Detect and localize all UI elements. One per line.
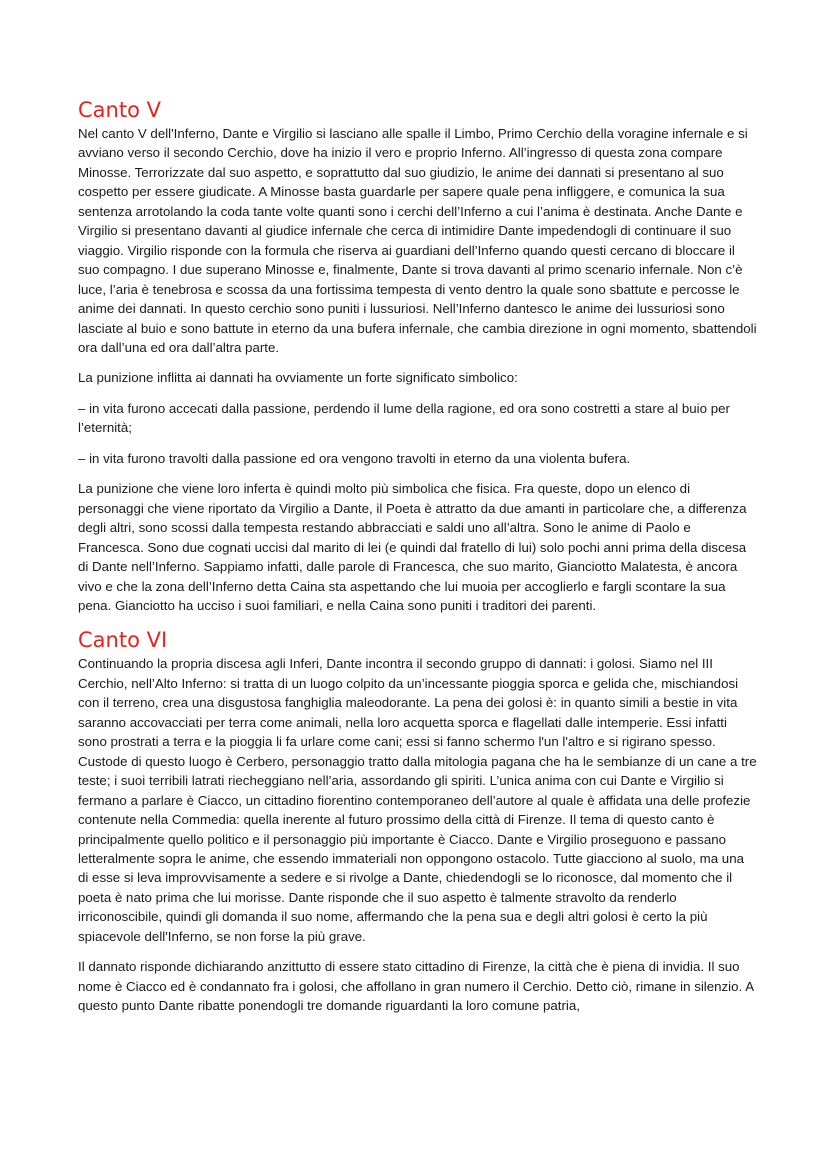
page-content	[78, 96, 758, 1027]
paragraph: La punizione inflitta ai dannati ha ovviamente un forte significato simbolico:	[78, 370, 518, 386]
section-heading-canto-vi: Canto VI	[78, 628, 168, 653]
paragraph: Nel canto V dell'Inferno, Dante e Virgilio si lasciano alle spalle il Limbo, Primo Cerchio della voragine infernale e si avviano verso il secondo Cerchio, dove ha inizio il vero e proprio Inferno. All’ingresso di questa zona compare Minosse. Terrorizzate dal suo aspetto, e soprattutto dal suo giudizio, le anime dei dannati si presentano al suo cospetto per essere giudicate. A Minosse basta guardarle per sapere quale pena infliggere, e comunica la sua sentenza arrotolando la coda tante volte quanti sono i cerchi dell’Inferno a cui l’anima è destinata. Anche Dante e Virgilio si presentano davanti al giudice infernale che cerca di intimidire Dante impedendogli di continuare il suo viaggio. Virgilio risponde con la formula che riserva ai guardiani dell’Inferno quando questi cercano di bloccare il suo compagno. I due superano Minosse e, finalmente, Dante si trova davanti al primo scenario infernale. Non c’è luce, l’aria è tenebrosa e scossa da una fortissima tempesta di vento dentro la quale sono sbattute e percosse le anime dei dannati. In questo cerchio sono puniti i lussuriosi. Nell’Inferno dantesco le anime dei lussuriosi sono lasciate al buio e sono battute in eterno da una bufera infernale, che cambia direzione in ogni momento, sbattendoli ora dall’una ed ora dall’altra parte.	[78, 126, 757, 355]
paragraph: Il dannato risponde dichiarando anzittutto di essere stato cittadino di Firenze, la città che è piena di invidia. Il suo nome è Ciacco ed è condannato fra i golosi, che affollano in gran numero il Cerchio. Detto ciò, rimane in silenzio. A questo punto Dante ribatte ponendogli tre domande riguardanti la loro comune patria,	[78, 959, 754, 1014]
list-item: – in vita furono accecati dalla passione, perdendo il lume della ragione, ed ora sono costretti a stare al buio per l’eternità;	[78, 400, 730, 436]
paragraph: La punizione che viene loro inferta è quindi molto più simbolica che fisica. Fra queste, dopo un elenco di personaggi che viene riportato da Virgilio a Dante, il Poeta è attratto da due amanti in particolare che, a differenza degli altri, sono scossi dalla tempesta restando abbracciati e saldi uno all’altra. Sono le anime di Paolo e Francesca. Sono due cognati uccisi dal marito di lei (e quindi dal fratello di lui) solo pochi anni prima della discesa di Dante nell’Inferno. Sappiamo infatti, dalle parole di Francesca, che suo marito, Gianciotto Malatesta, è ancora vivo e che la zona dell’Inferno detta Caina sta aspettando che lui muoia per accoglierlo e fargli scontare la sua pena. Gianciotto ha ucciso i suoi familiari, e nella Caina sono puniti i traditori dei parenti.	[78, 481, 747, 613]
paragraph: Continuando la propria discesa agli Inferi, Dante incontra il secondo gruppo di dannati: i golosi. Siamo nel III Cerchio, nell’Alto Inferno: si tratta di un luogo colpito da un’incessante pioggia sporca e gelida che, mischiandosi con il terreno, crea una disgustosa fanghiglia maleodorante. La pena dei golosi è: in quanto simili a bestie in vita saranno accovacciati per terra come animali, nella loro acquetta sporca e flagellati dalle intemperie. Essi infatti sono prostrati a terra e la pioggia li fa urlare come cani; essi si fanno schermo l'un l'altro e si rigirano spesso. Custode di questo luogo è Cerbero, personaggio tratto dalla mitologia pagana che ha le sembianze di un cane a tre teste; i suoi terribili latrati riecheggiano nell’aria, assordando gli spiriti. L’unica anima con cui Dante e Virgilio si fermano a parlare è Ciacco, un cittadino fiorentino contemporaneo dell’autore al quale è affidata una delle profezie contenute nella Commedia: quella inerente al futuro prossimo della città di Firenze. Il tema di questo canto è principalmente quello politico e il personaggio più importante è Ciacco. Dante e Virgilio proseguono e passano letteralmente sopra le anime, che essendo immateriali non oppongono ostacolo. Tutte giacciono al suolo, ma una di esse si leva improvvisamente a sedere e si rivolge a Dante, chiedendogli se lo riconosce, dal momento che il poeta è nato prima che lui morisse. Dante risponde che il suo aspetto è talmente stravolto da renderlo irriconoscibile, quindi gli domanda il suo nome, affermando che la pena sua e degli altri golosi è certo la più spiacevole dell'Inferno, se non forse la più grave.	[78, 656, 757, 944]
section-heading-canto-v: Canto V	[78, 98, 161, 122]
list-item: – in vita furono travolti dalla passione ed ora vengono travolti in eterno da una violenta bufera.	[78, 450, 631, 466]
